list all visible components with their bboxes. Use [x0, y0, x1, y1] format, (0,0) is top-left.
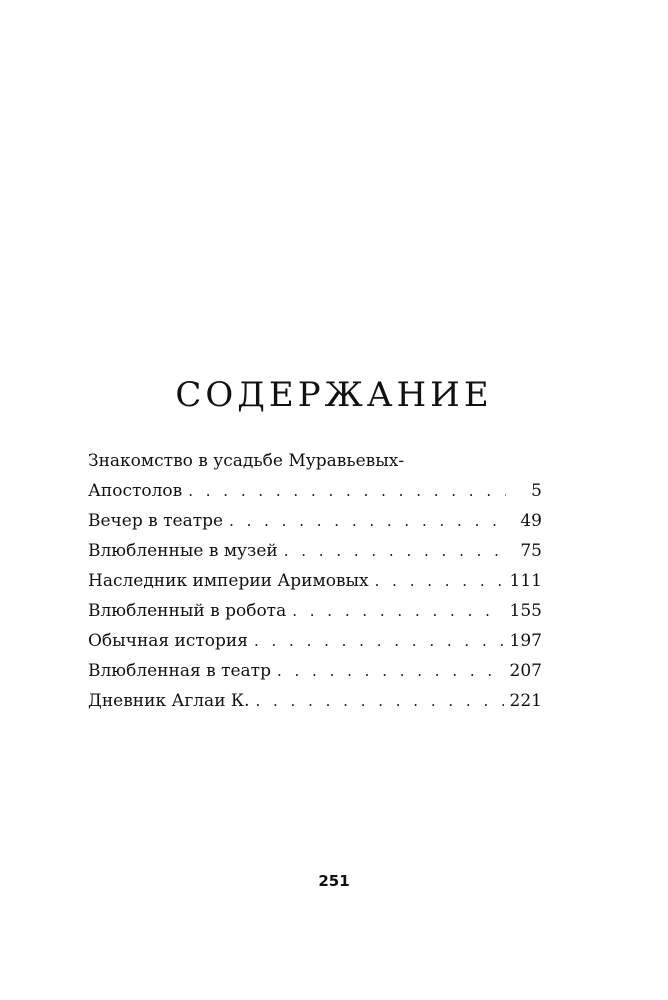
toc-entry-title: Влюбленные в музей [88, 541, 278, 561]
toc-entry [88, 506, 542, 536]
dot-leader [255, 686, 503, 716]
toc-entry-title: Вечер в театре [88, 511, 224, 531]
dot-leader [254, 626, 504, 656]
toc-entry [88, 566, 542, 596]
dot-leader [284, 536, 506, 566]
toc-entry-title: Апостолов [88, 481, 183, 501]
toc-entry-page: 155 [509, 601, 542, 621]
toc-entry-page: 5 [531, 481, 542, 501]
dot-leader [188, 476, 506, 506]
toc-entry [88, 596, 542, 626]
toc-entry-page: 207 [509, 661, 542, 681]
toc-entry-title: Влюбленный в робота [88, 601, 287, 621]
toc-entry-page: 221 [509, 691, 542, 711]
toc-entry-title: Наследник империи Аримовых [88, 571, 369, 591]
toc-entry [88, 626, 542, 656]
dot-leader [277, 656, 504, 686]
toc-entry-page: 111 [509, 571, 542, 591]
toc-entry [88, 686, 542, 716]
toc-entry-title: Дневник Аглаи К. [88, 691, 250, 711]
page-number: 251 [318, 872, 350, 890]
toc-entry-line: Знакомство в усадьбе Муравьевых- [88, 451, 405, 471]
toc-entry-page: 197 [509, 631, 542, 651]
dot-leader [292, 596, 503, 626]
toc-entry [88, 656, 542, 686]
toc-entry-title: Обычная история [88, 631, 248, 651]
toc-title: СОДЕРЖАНИЕ [175, 375, 493, 415]
toc-entry [88, 536, 542, 566]
toc-entry-title: Влюбленная в театр [88, 661, 271, 681]
toc-entry-page: 49 [520, 511, 542, 531]
dot-leader [229, 506, 506, 536]
dot-leader [375, 566, 504, 596]
table-of-contents [88, 446, 542, 716]
toc-entry [88, 476, 542, 506]
toc-entry-page: 75 [520, 541, 542, 561]
